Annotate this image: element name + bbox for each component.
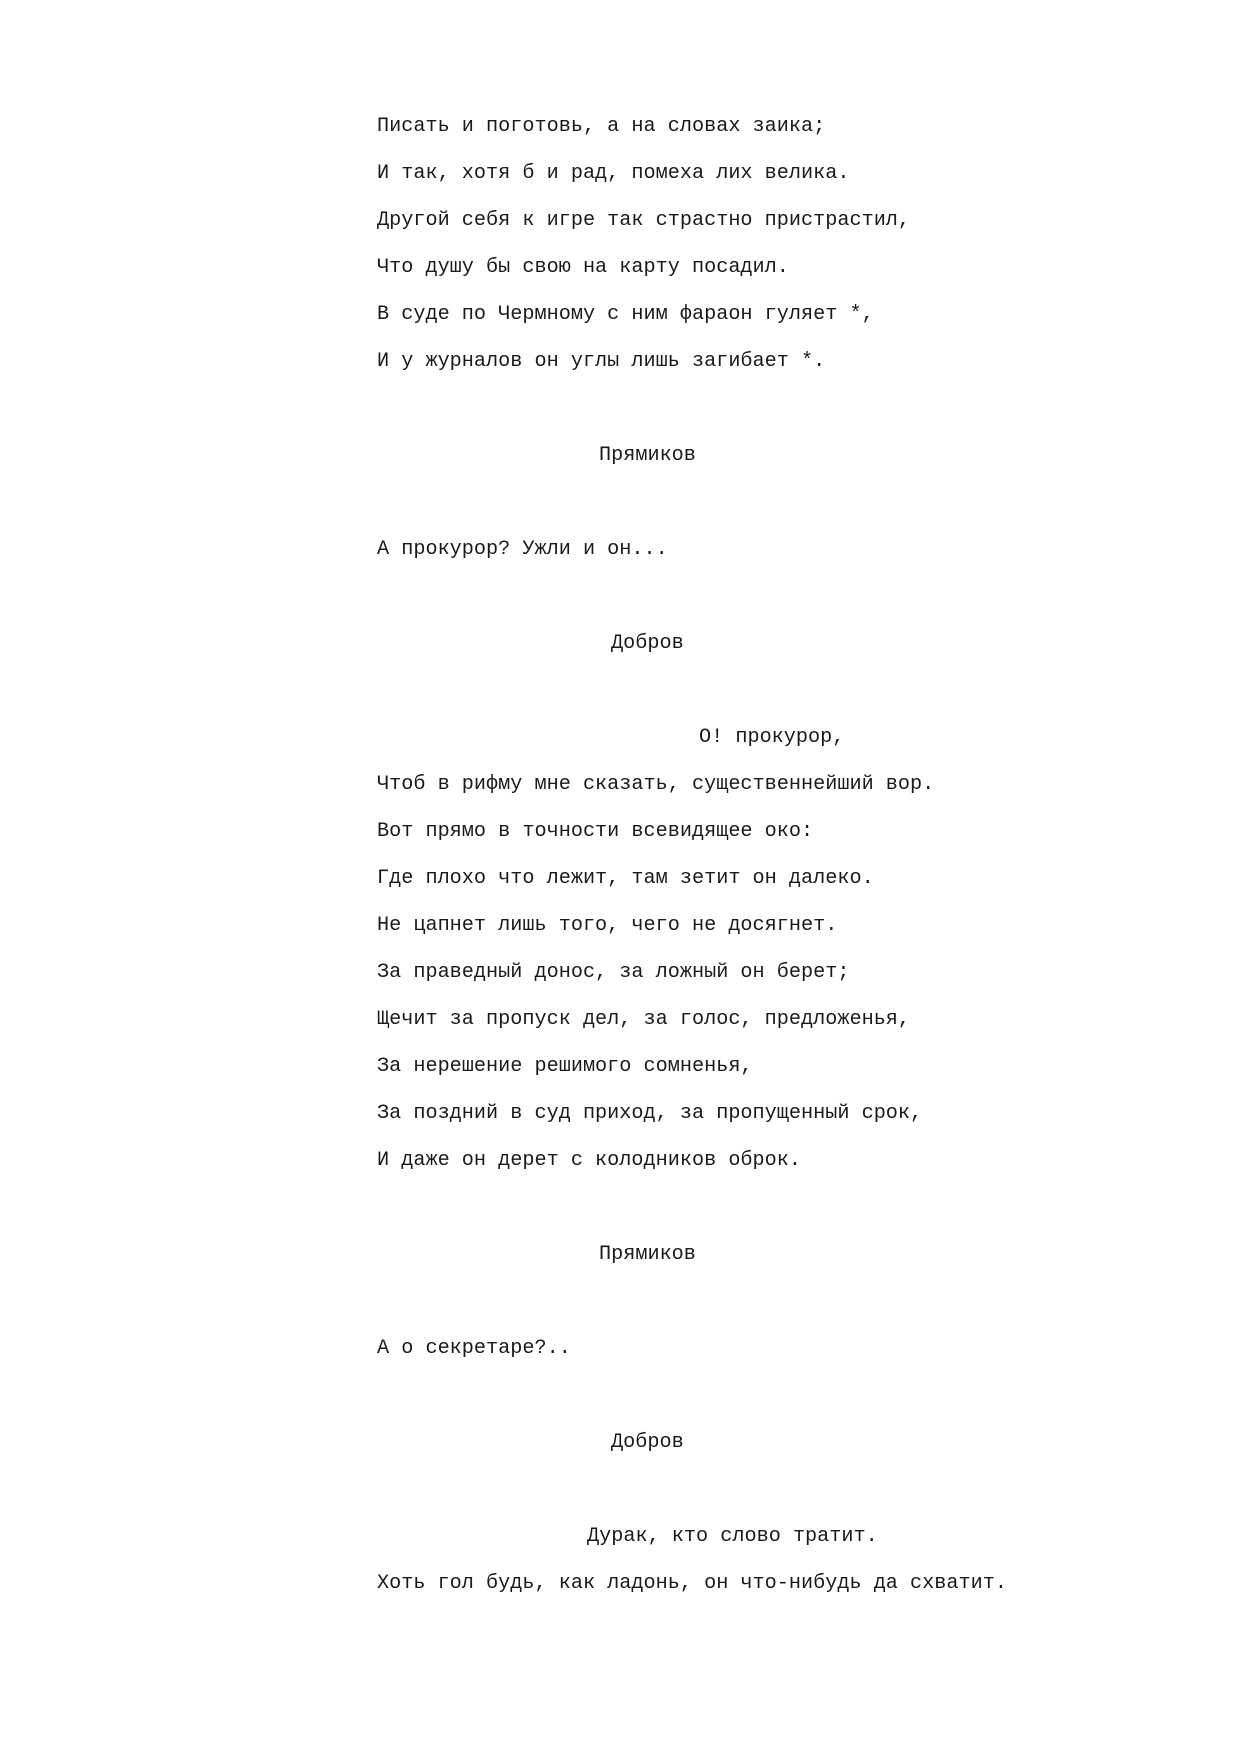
verse-line: Чтоб в рифму мне сказать, существеннейший вор.	[377, 773, 935, 796]
verse-line: Что душу бы свою на карту посадил.	[377, 256, 789, 279]
speaker-name: Прямиков	[599, 444, 696, 467]
verse-line: Писать и поготовь, а на словах заика;	[377, 115, 826, 138]
verse-line: И даже он дерет с колодников оброк.	[377, 1149, 802, 1172]
verse-line: Хоть гол будь, как ладонь, он что-нибудь да схватит.	[377, 1572, 1007, 1595]
verse-line: Вот прямо в точности всевидящее око:	[377, 820, 814, 843]
speaker-name: Добров	[611, 1431, 684, 1454]
speaker-name: Прямиков	[599, 1243, 696, 1266]
speaker-name: Добров	[611, 632, 684, 655]
verse-line-indented: Дурак, кто слово тратит.	[587, 1525, 878, 1548]
verse-line: Где плохо что лежит, там зетит он далеко.	[377, 867, 874, 890]
verse-line: За поздний в суд приход, за пропущенный срок,	[377, 1102, 923, 1125]
verse-line: Щечит за пропуск дел, за голос, предложенья,	[377, 1008, 911, 1031]
verse-line: И так, хотя б и рад, помеха лих велика.	[377, 162, 850, 185]
verse-line: За нерешение решимого сомненья,	[377, 1055, 753, 1078]
verse-line-indented: О! прокурор,	[699, 726, 845, 749]
verse-line: Не цапнет лишь того, чего не досягнет.	[377, 914, 838, 937]
verse-line: В суде по Чермному с ним фараон гуляет *,	[377, 303, 874, 326]
verse-line: А прокурор? Ужли и он...	[377, 538, 668, 561]
verse-line: И у журналов он углы лишь загибает *.	[377, 350, 826, 373]
verse-line: За праведный донос, за ложный он берет;	[377, 961, 850, 984]
verse-line: А о секретаре?..	[377, 1337, 571, 1360]
verse-line: Другой себя к игре так страстно пристрастил,	[377, 209, 911, 232]
